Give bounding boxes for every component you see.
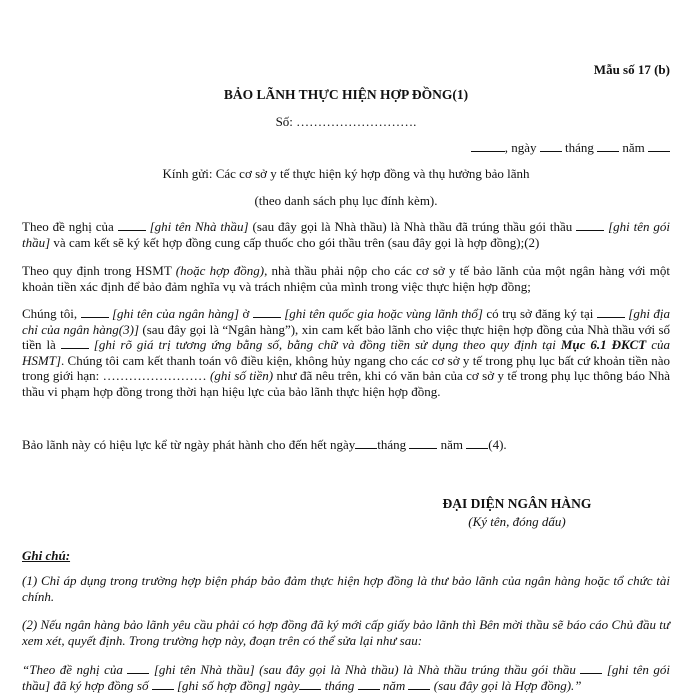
blank — [152, 678, 174, 690]
month-blank — [597, 140, 619, 152]
date-line — [471, 140, 670, 156]
text: (4). — [488, 437, 507, 452]
blank — [127, 662, 149, 674]
paragraph-request — [22, 219, 670, 250]
blank — [466, 437, 488, 449]
notes-heading: Ghi chú: — [22, 548, 71, 563]
note-1: (1) Chỉ áp dụng trong trường hợp biện pháp bảo đảm thực hiện hợp đồng là thư bảo lãnh của ngân hàng hoặc tổ chức tài chính. — [22, 573, 670, 604]
blank — [580, 662, 602, 674]
placeholder-bank-address: [ghi địa chỉ của ngân hàng(3)] — [22, 306, 671, 337]
blank — [253, 306, 281, 318]
year-label: năm — [622, 140, 645, 155]
text: ở — [239, 306, 253, 321]
text: năm — [440, 437, 463, 452]
placeholder-package: [ghi tên gói thầu] — [22, 219, 670, 250]
recipient-note: (theo danh sách phụ lục đính kèm). — [254, 193, 438, 208]
month-label: tháng — [564, 140, 594, 155]
year-blank — [648, 140, 670, 152]
placeholder-contract: (hoặc hợp đồng) — [175, 263, 265, 278]
text: Chúng tôi, — [22, 306, 81, 321]
blank — [358, 678, 380, 690]
blank — [61, 337, 89, 349]
placeholder-bank-name: [ghi tên của ngân hàng] — [111, 306, 240, 321]
text: có trụ sở đăng ký tại — [482, 306, 597, 321]
recipient-line: Kính gửi: Các cơ sở y tế thực hiện ký hợp đồng và thụ hưởng bảo lãnh — [162, 166, 530, 181]
document-number: Số: ………………………. — [275, 114, 417, 129]
note-3 — [22, 662, 670, 693]
blank — [408, 678, 430, 690]
note-2: (2) Nếu ngân hàng bảo lãnh yêu cầu phải có hợp đồng đã ký mới cấp giấy bảo lãnh thì Bên mời thầu sẽ báo cáo Chủ đầu tư xem xét, quyết định. Trong trường hợp này, đoạn trên có thể sửa lại như sau: — [22, 617, 670, 648]
blank — [81, 306, 109, 318]
day-blank — [540, 140, 562, 152]
document-page — [22, 0, 670, 700]
text: [ghi tên gói thầu] đã ký hợp đồng số — [22, 662, 670, 693]
section-reference: Mục 6.1 ĐKCT — [560, 337, 647, 352]
text: tháng — [377, 437, 407, 452]
text: [ghi số hợp đồng] ngày — [173, 677, 300, 693]
paragraph-validity — [22, 437, 670, 453]
blank — [597, 306, 625, 318]
text: Bảo lãnh này có hiệu lực kể từ ngày phát hành cho đến hết ngày — [22, 437, 356, 452]
placeholder-amount: [ghi rõ giá trị tương ứng bằng số, bằng chữ và đồng tiền sử dụng theo quy định tại — [93, 337, 561, 352]
blank — [118, 219, 146, 231]
form-number: Mẫu số 17 (b) — [593, 62, 670, 77]
text: Theo đề nghị của — [22, 219, 118, 234]
blank — [299, 678, 321, 690]
text: [ghi tên Nhà thầu] (sau đây gọi là Nhà thầu) là Nhà thầu trúng thầu gói thầu — [149, 662, 581, 677]
blank — [355, 437, 377, 449]
document-title: BẢO LÃNH THỰC HIỆN HỢP ĐỒNG(1) — [223, 87, 469, 102]
paragraph-regulation — [22, 263, 670, 294]
text: , nhà thầu phải nộp cho các cơ sở y tế bảo lãnh của một ngân hàng với một khoản tiền xác định để bảo đảm nghĩa vụ và trách nhiệm của mình trong việc thực hiện hợp đồng; — [22, 263, 670, 294]
text: và cam kết sẽ ký kết hợp đồng cung cấp thuốc cho gói thầu trên (sau đây gọi là hợp đồng);(2) — [50, 234, 540, 250]
blank — [576, 219, 604, 231]
text: “Theo đề nghị của — [22, 662, 128, 677]
text: như đã nêu trên, khi có văn bản của cơ sở y tế trong phụ lục thông báo Nhà thầu vi phạm hợp đồng trong thời hạn hiệu lực của bảo lãnh thực hiện hợp đồng. — [22, 368, 671, 399]
placeholder-hsmt: của HSMT] — [22, 337, 670, 368]
paragraph-commitment — [22, 306, 670, 399]
place-blank — [471, 140, 505, 152]
text: (sau đây gọi là Hợp đồng).” — [430, 677, 582, 693]
placeholder-contractor: [ghi tên Nhà thầu] — [149, 219, 249, 234]
text: năm — [379, 677, 409, 693]
text: . Chúng tôi cam kết thanh toán vô điều kiện, không hủy ngang cho các cơ sở y tế trong phụ lục bất cứ khoản tiền nào trong giới hạn: …………………… — [22, 352, 670, 383]
text: Theo quy định trong HSMT — [22, 263, 176, 278]
signature-block — [402, 496, 632, 529]
blank — [409, 437, 437, 449]
text: tháng — [321, 677, 358, 693]
text: (sau đây gọi là “Ngân hàng”), xin cam kết bảo lãnh cho việc thực hiện hợp đồng của Nhà thầu với số tiền là — [22, 321, 670, 352]
placeholder-country: [ghi tên quốc gia hoặc vùng lãnh thổ] — [284, 306, 483, 321]
signature-title: ĐẠI DIỆN NGÂN HÀNG — [442, 496, 592, 511]
placeholder-amount-number: (ghi số tiền) — [210, 368, 274, 383]
day-label: , ngày — [504, 140, 537, 155]
signature-note: (Ký tên, đóng dấu) — [468, 513, 566, 529]
text: (sau đây gọi là Nhà thầu) là Nhà thầu đã trúng thầu gói thầu — [248, 219, 577, 234]
